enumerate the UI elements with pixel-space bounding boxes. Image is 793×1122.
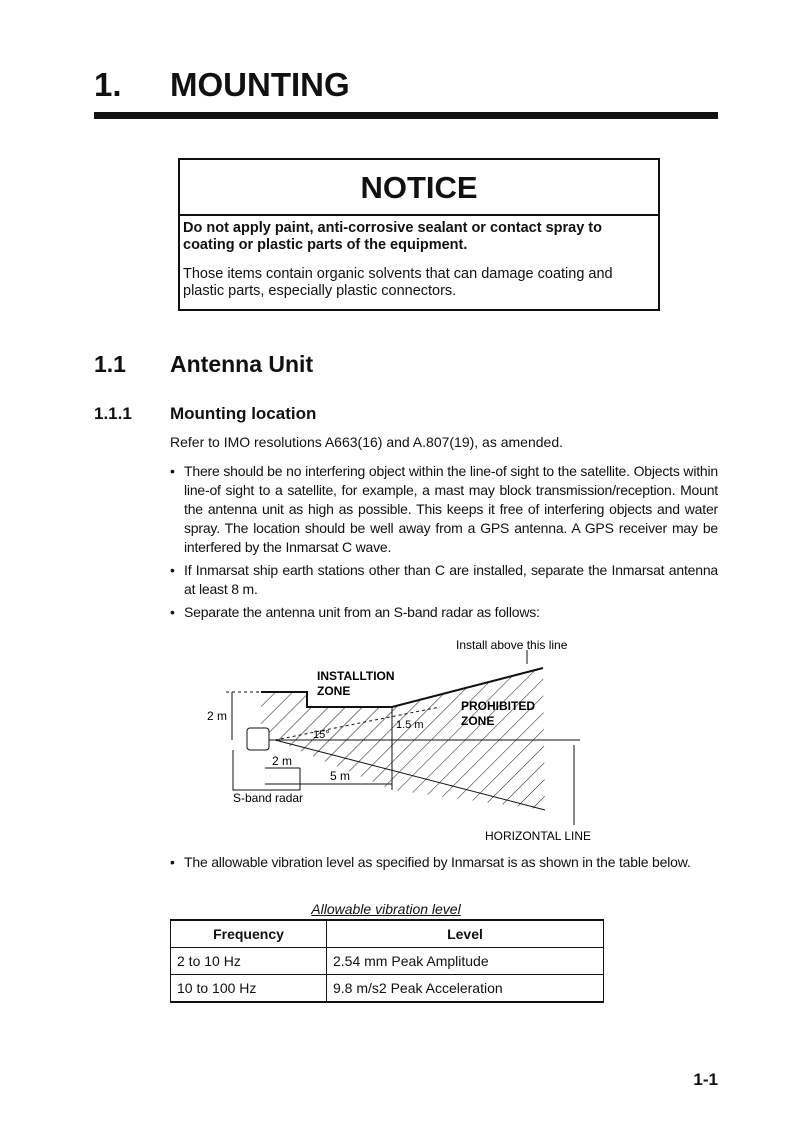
notice-heading: NOTICE	[180, 160, 658, 216]
angle-label: 15°	[313, 729, 330, 741]
distance-label: 5 m	[330, 769, 351, 783]
bullet-icon: •	[170, 604, 175, 620]
table-cell: 2 to 10 Hz	[171, 948, 327, 975]
horizontal-line-label: HORIZONTAL LINE	[485, 829, 592, 843]
installation-zone-label-line2: ZONE	[317, 684, 351, 698]
table-cell: 10 to 100 Hz	[171, 975, 327, 1003]
height-label: 2 m	[207, 709, 228, 723]
radar-antenna-icon	[247, 728, 269, 750]
table-header: Level	[327, 920, 604, 948]
bullet-text: If Inmarsat ship earth stations other than C are installed, separate the Inmarsat antenna at least 8 m.	[184, 562, 718, 597]
bullet-icon: •	[170, 562, 175, 578]
bullet-icon: •	[170, 854, 175, 870]
table-cell: 9.8 m/s2 Peak Acceleration	[327, 975, 604, 1003]
bullet-text: The allowable vibration level as specified by Inmarsat is as shown in the table below.	[184, 854, 691, 870]
installation-zone-label-line1: INSTALLTION	[317, 669, 395, 683]
page-number: 1-1	[693, 1070, 718, 1089]
list-item	[170, 853, 718, 872]
radar-label: S-band radar	[233, 791, 304, 805]
table-header: Frequency	[171, 920, 327, 948]
bullet-icon: •	[170, 463, 175, 479]
bullet-text: Separate the antenna unit from an S-band radar as follows:	[184, 604, 540, 620]
install-above-label: Install above this line	[456, 638, 568, 652]
section-title: Antenna Unit	[170, 351, 314, 377]
notice-bold-text: Do not apply paint, anti-corrosive sealant or contact spray to coating or plastic parts of the equipment.	[183, 220, 602, 253]
prohibited-zone-label-line1: PROHIBITED	[461, 699, 536, 713]
notice-body-text: Those items contain organic solvents that can damage coating and plastic parts, especially plastic connectors.	[183, 266, 613, 299]
intro-paragraph: Refer to IMO resolutions A663(16) and A.807(19), as amended.	[170, 434, 564, 450]
subsection-title: Mounting location	[170, 404, 317, 423]
prohibited-hatch-area	[261, 668, 545, 810]
bullet-text: There should be no interfering object within the line-of sight to the satellite. Objects within line-of sight to a satellite, for example, a mast may block transmission/reception. Mount the antenna unit as high as possible. This keeps it free of interfering objects and water spray. The location should be well away from a GPS antenna. A GPS receiver may be interfered by the Inmarsat C wave.	[184, 463, 718, 555]
table-header-row	[171, 920, 604, 948]
prohibited-zone-label-line2: ZONE	[461, 714, 495, 728]
section-number: 1.1	[94, 351, 126, 377]
subsection-number: 1.1.1	[94, 404, 132, 423]
offset-label: 2 m	[272, 754, 293, 768]
vibration-table	[170, 919, 604, 1003]
chapter-number: 1.	[94, 66, 122, 103]
table-row	[171, 948, 604, 975]
table-row	[171, 975, 604, 1003]
chapter-title: MOUNTING	[170, 66, 350, 103]
rise-label: 1.5 m	[396, 719, 424, 731]
table-cell: 2.54 mm Peak Amplitude	[327, 948, 604, 975]
table-caption: Allowable vibration level	[311, 901, 461, 917]
